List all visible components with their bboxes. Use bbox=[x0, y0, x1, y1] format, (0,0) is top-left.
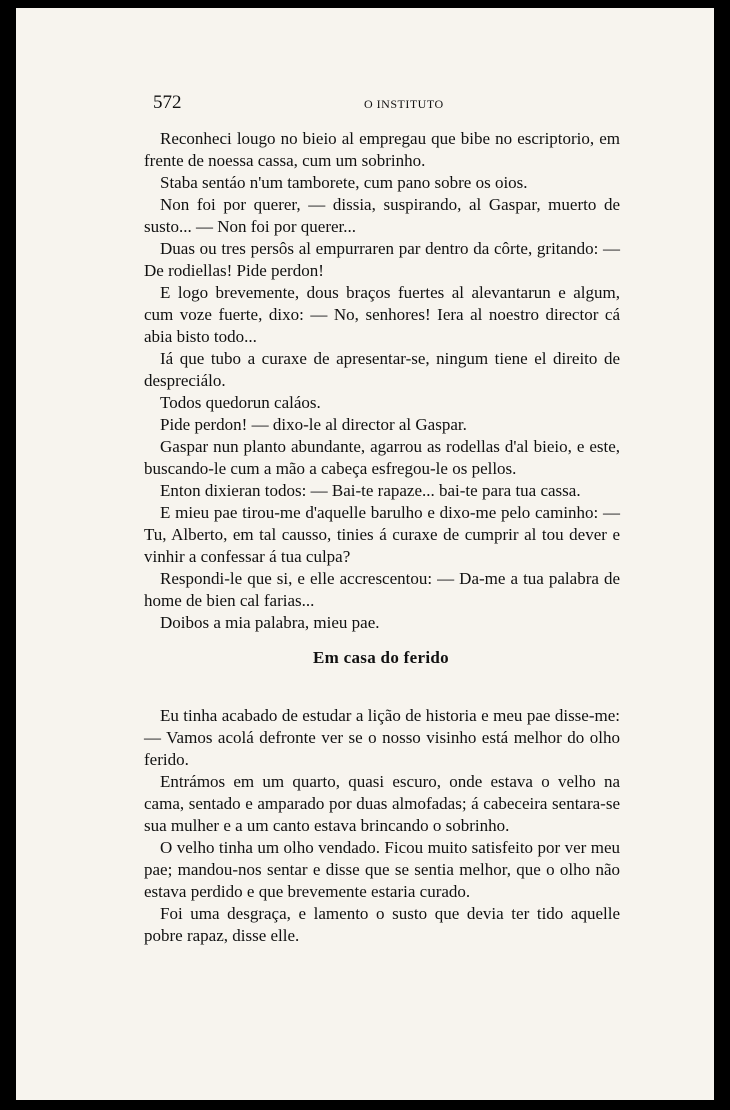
paragraph: Entrámos em um quarto, quasi escuro, onde estava o velho na cama, sentado e amparado por duas almofadas; á cabeceira sentara-se sua mulher e a um canto estava brincando o sobrinho. bbox=[144, 772, 620, 835]
paragraph: Staba sentáo n'um tamborete, cum pano sobre os oios. bbox=[160, 173, 528, 192]
paragraph: Eu tinha acabado de estudar a lição de historia e meu pae disse-me: — Vamos acolá defronte ver se o nosso visinho está melhor do olho ferido. bbox=[144, 706, 620, 769]
running-title: O INSTITUTO bbox=[364, 97, 444, 111]
paragraph: E logo brevemente, dous braços fuertes al alevantarun e algum, cum voze fuerte, dixo: — No, senhores! Iera al noestro director cá abia bisto todo... bbox=[144, 283, 620, 346]
section-1-body bbox=[144, 128, 620, 634]
paragraph: O velho tinha um olho vendado. Ficou muito satisfeito por ver meu pae; mandou-nos sentar e disse que se sentia melhor, que o olho não estava perdido e que brevemente estaria curado. bbox=[144, 838, 620, 901]
paragraph: Pide perdon! — dixo-le al director al Gaspar. bbox=[160, 415, 467, 434]
section-2-body bbox=[144, 705, 620, 947]
paragraph: Doibos a mia palabra, mieu pae. bbox=[160, 613, 380, 632]
section-heading: Em casa do ferido bbox=[313, 648, 449, 667]
paragraph: Iá que tubo a curaxe de apresentar-se, ningum tiene el direito de despreciálo. bbox=[144, 349, 620, 390]
paragraph: Gaspar nun planto abundante, agarrou as rodellas d'al bieio, e este, buscando-le cum a mão a cabeça esfregou-le os pellos. bbox=[144, 437, 620, 478]
paragraph: Duas ou tres persôs al empurraren par dentro da côrte, gritando: — De rodiellas! Pide perdon! bbox=[144, 239, 620, 280]
paragraph: Enton dixieran todos: — Bai-te rapaze... bai-te para tua cassa. bbox=[160, 481, 581, 500]
paragraph: Todos quedorun caláos. bbox=[160, 393, 321, 412]
paragraph: Reconheci lougo no bieio al empregau que bibe no escriptorio, em frente de noessa cassa, cum um sobrinho. bbox=[144, 129, 620, 170]
paragraph: Foi uma desgraça, e lamento o susto que devia ter tido aquelle pobre rapaz, disse elle. bbox=[144, 904, 620, 945]
page-header bbox=[153, 92, 553, 116]
paragraph: Non foi por querer, — dissia, suspirando, al Gaspar, muerto de susto... — Non foi por querer... bbox=[144, 195, 620, 236]
page-number: 572 bbox=[153, 92, 182, 113]
paragraph: E mieu pae tirou-me d'aquelle barulho e dixo-me pelo caminho: — Tu, Alberto, em tal causso, tinies á curaxe de cumprir al tou dever e vinhir a confessar á tua culpa? bbox=[144, 503, 620, 566]
paragraph: Respondi-le que si, e elle accrescentou: — Da-me a tua palabra de home de bien cal farias... bbox=[144, 569, 620, 610]
